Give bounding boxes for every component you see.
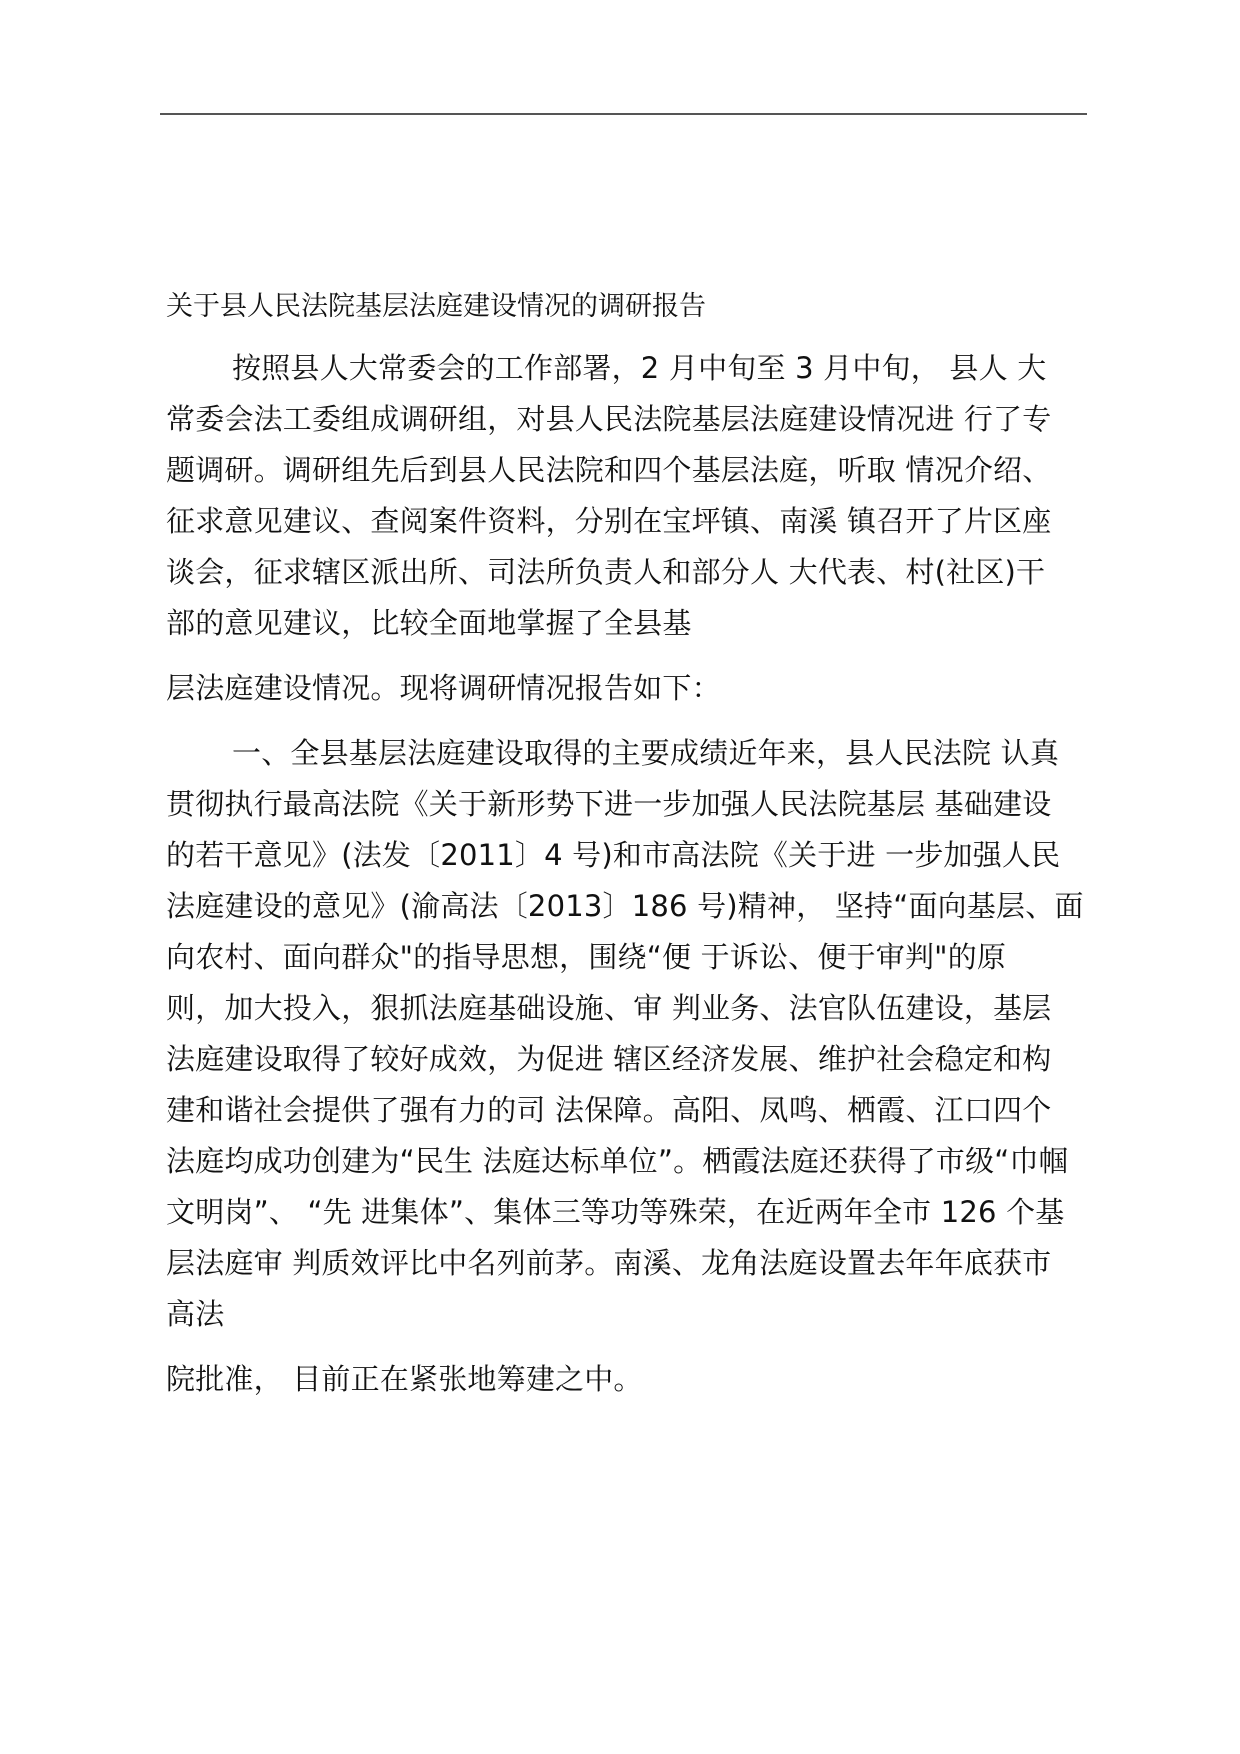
paragraph-1-line-5: 谈会，征求辖区派出所、司法所负责人和部分人 大代表、村(社区)干	[166, 555, 1046, 589]
paragraph-1-line-2: 常委会法工委组成调研组，对县人民法院基层法庭建设情况进 行了专	[166, 402, 1052, 436]
paragraph-3-line-6: 则，加大投入，狠抓法庭基础设施、审 判业务、法官队伍建设，基层	[166, 991, 1052, 1025]
paragraph-2-line-1: 层法庭建设情况。现将调研情况报告如下：	[166, 671, 721, 705]
paragraph-3-line-2: 贯彻执行最高法院《关于新形势下进一步加强人民法院基层 基础建设	[166, 787, 1052, 821]
paragraph-3-line-4: 法庭建设的意见》(渝高法〔2013〕186 号)精神， 坚持“面向基层、面	[166, 889, 1084, 923]
paragraph-1-line-4: 征求意见建议、查阅案件资料，分别在宝坪镇、南溪 镇召开了片区座	[166, 504, 1052, 538]
paragraph-3-line-7: 法庭建设取得了较好成效，为促进 辖区经济发展、维护社会稳定和构	[166, 1042, 1052, 1076]
header-rule	[160, 113, 1087, 115]
paragraph-1-line-1: 按照县人大常委会的工作部署，2 月中旬至 3 月中旬， 县人 大	[232, 351, 1047, 385]
paragraph-3-line-9: 法庭均成功创建为“民生 法庭达标单位”。栖霞法庭还获得了市级“巾帼	[166, 1144, 1068, 1178]
paragraph-3-line-10: 文明岗”、 “先 进集体”、集体三等功等殊荣，在近两年全市 126 个基	[166, 1195, 1065, 1229]
paragraph-1-line-6: 部的意见建议，比较全面地掌握了全县基	[166, 606, 692, 640]
paragraph-3-line-8: 建和谐社会提供了强有力的司 法保障。高阳、凤鸣、栖霞、江口四个	[166, 1093, 1052, 1127]
paragraph-3-line-5: 向农村、面向群众"的指导思想，围绕“便 于诉讼、便于审判"的原	[166, 940, 1007, 974]
paragraph-3-line-12: 高法	[166, 1297, 225, 1331]
paragraph-3-line-1: 一、全县基层法庭建设取得的主要成绩近年来，县人民法院 认真	[232, 736, 1060, 770]
paragraph-4-line-1: 院批准， 目前正在紧张地筹建之中。	[166, 1362, 643, 1396]
paragraph-3-line-11: 层法庭审 判质效评比中名列前茅。南溪、龙角法庭设置去年年底获市	[166, 1246, 1052, 1280]
document-title: 关于县人民法院基层法庭建设情况的调研报告	[166, 291, 706, 322]
paragraph-3-line-3: 的若干意见》(法发〔2011〕4 号)和市高法院《关于进 一步加强人民	[166, 838, 1061, 872]
paragraph-1-line-3: 题调研。调研组先后到县人民法院和四个基层法庭，听取 情况介绍、	[166, 453, 1052, 487]
